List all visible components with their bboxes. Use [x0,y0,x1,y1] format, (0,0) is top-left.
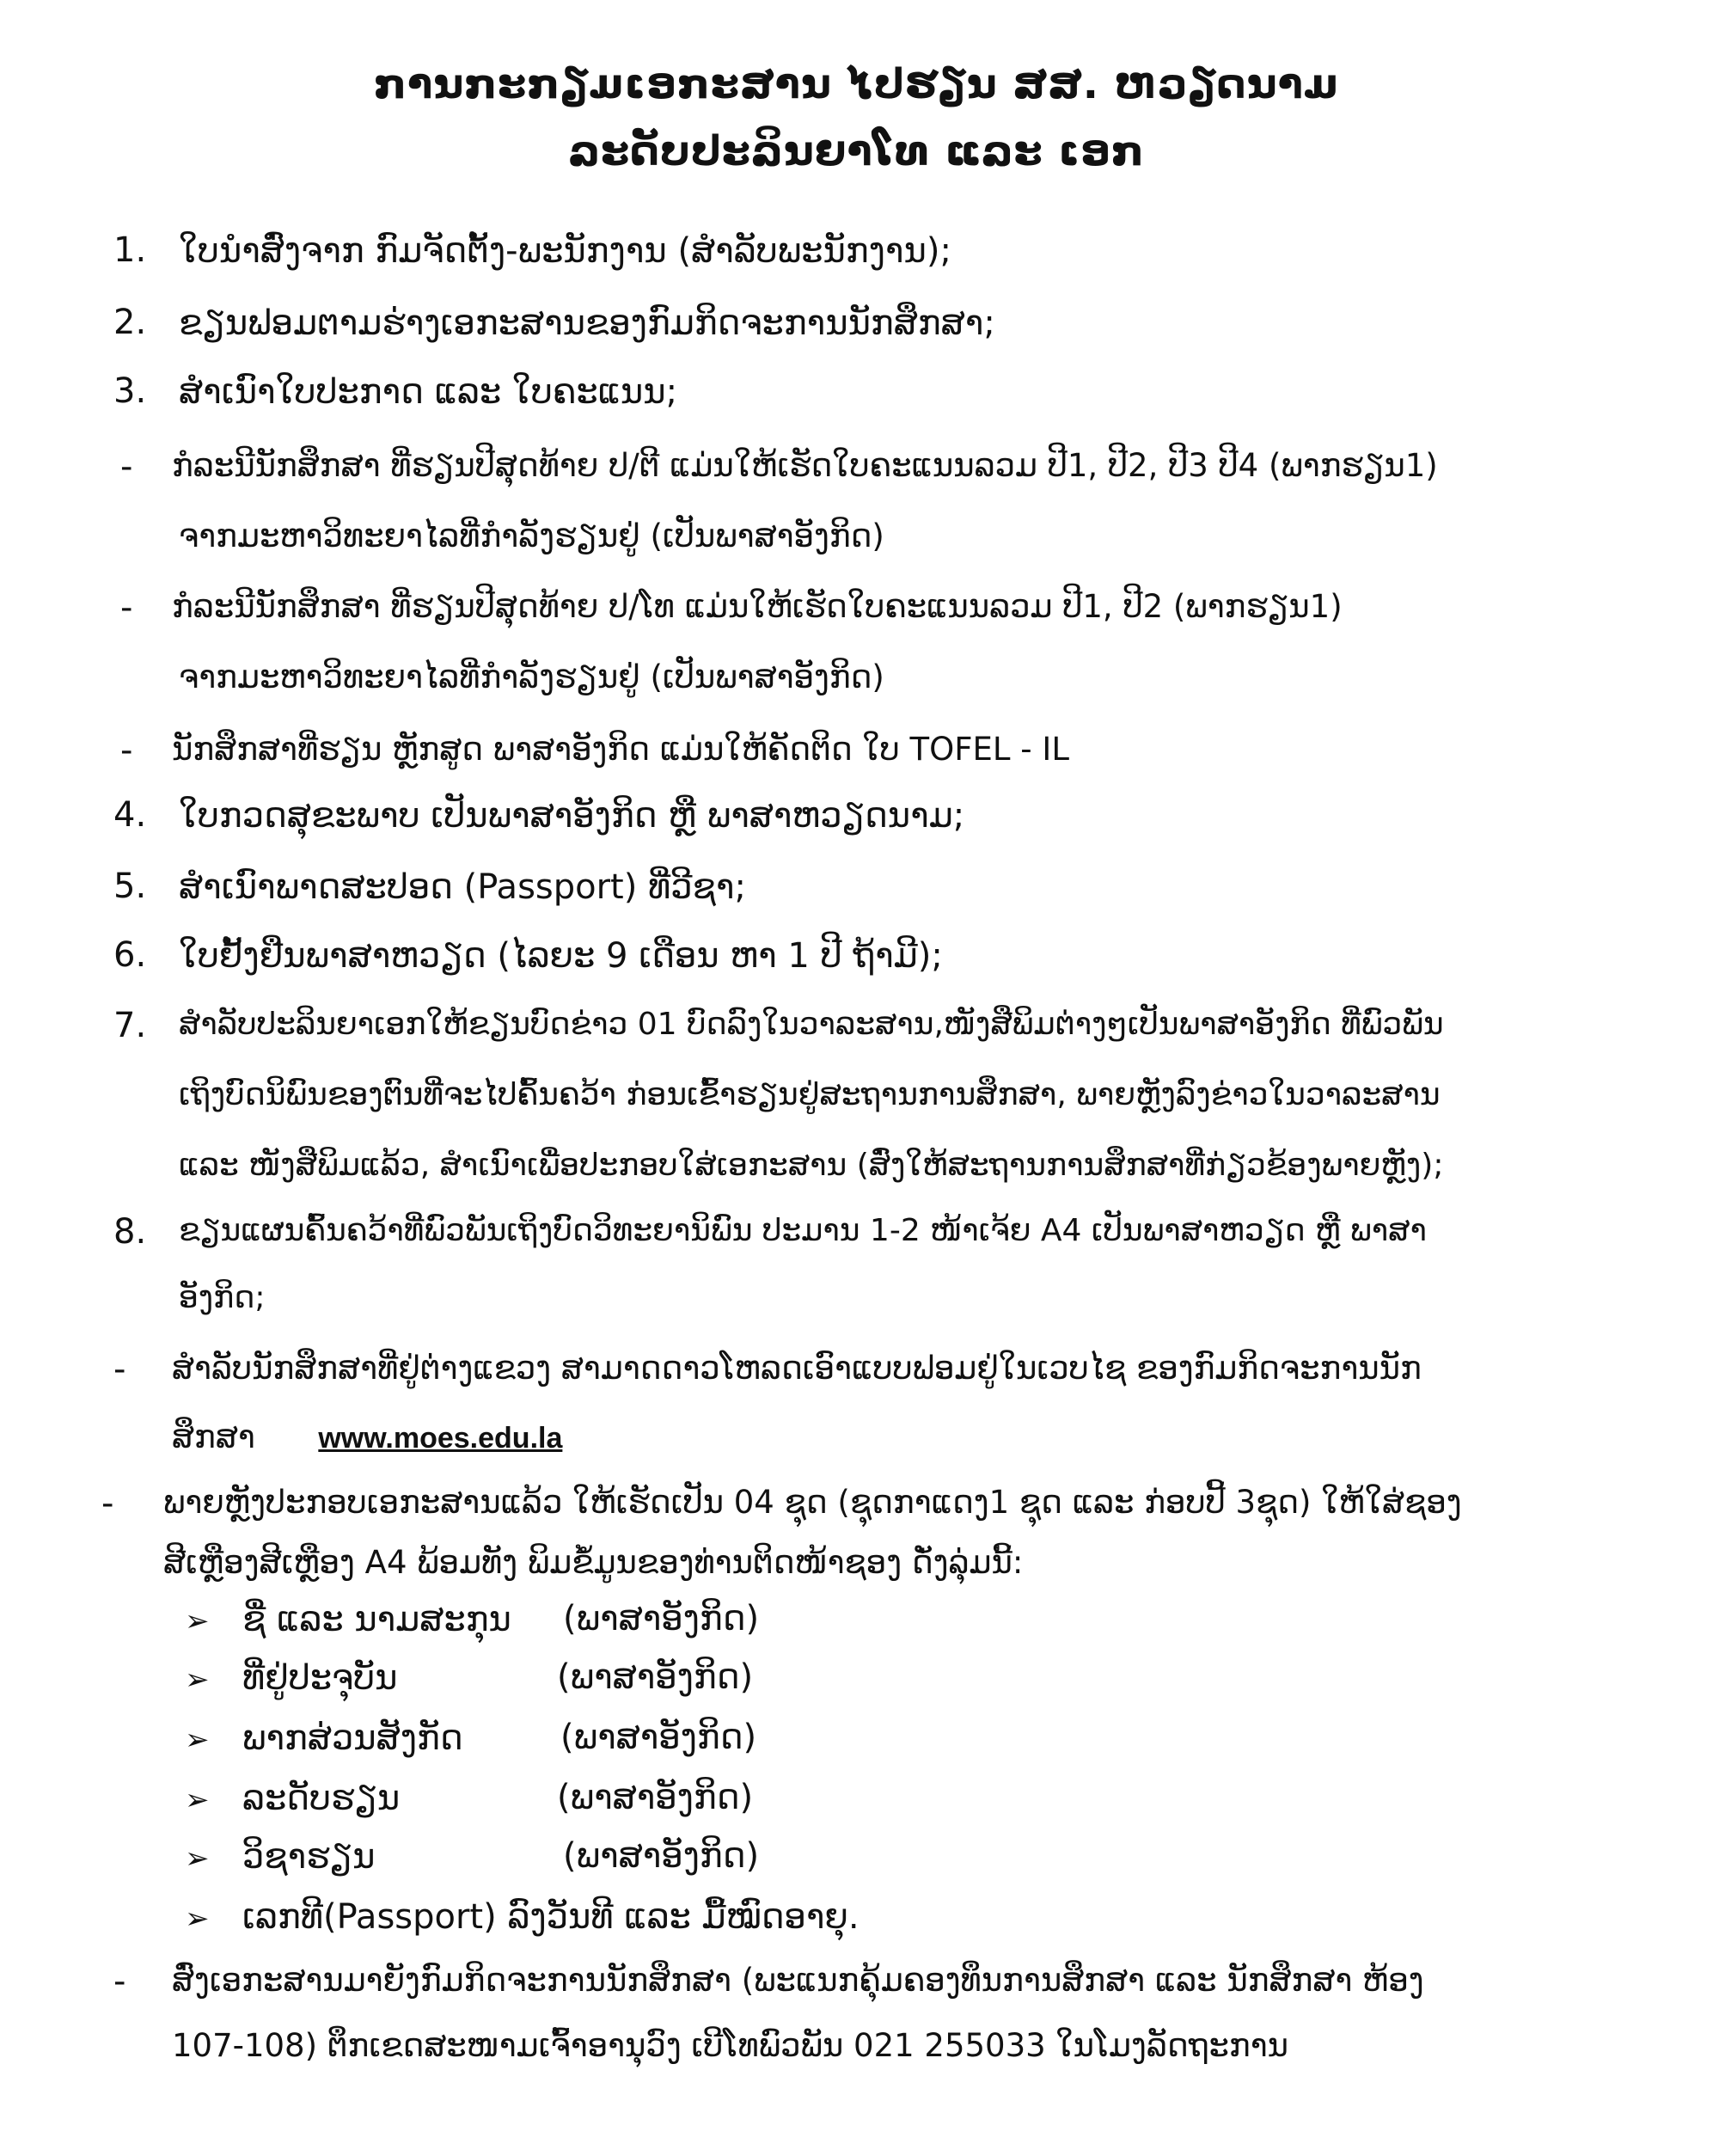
item-text: ຂຽນຟອມຕາມຮ່າງເອກະສານຂອງກົມກິດຈະການນັກສຶກສາ; [179,303,995,343]
sub-item-label: ຊື່ ແລະ ນາມສະກຸນ [242,1600,511,1639]
item-text: ໃບກວດສຸຂະພາບ ເປັນພາສາອັງກິດ ຫຼື ພາສາຫວຽດນາມ; [179,796,965,836]
item-text: ສຳເນົາພາດສະປອດ (Passport) ທີ່ວີຊາ; [179,867,746,907]
sub-item-label: ລະດັບຮຽນ [242,1779,401,1818]
item-text: ສຳເນົາໃບປະກາດ ແລະ ໃບຄະແນນ; [179,372,678,412]
item-text: ຂຽນແຜນຄົ້ນຄວ້າທີ່ພົວພັນເຖິງບົດວິທະຍານິພົນ ປະມານ 1-2 ໜ້າເຈ້ຍ A4 ເປັນພາສາຫວຽດ ຫຼື ພາສາ [179,1213,1427,1248]
item-number: 8. [113,1212,147,1252]
sub-item-note: (ພາສາອັງກິດ) [557,1657,754,1697]
item-text-continued: ເຖິງບົດນິພົນຂອງຕົນທີ່ຈະໄປຄົ້ນຄວ້າ ກ່ອນເຂົ້າຮຽນຢູ່ສະຖານການສຶກສາ, ພາຍຫຼັງລົງຂ່າວໃນວາລະສານ [179,1077,1441,1112]
item-number: 6. [113,935,147,975]
dash-marker: - [120,447,133,487]
page-title-line-2: ລະດັບປະລິນຍາໂທ ແລະ ເອກ [568,127,1145,175]
dash-marker: - [120,588,133,628]
sub-item-note: (ພາສາອັງກິດ) [557,1778,754,1817]
sub-item-label: ພາກສ່ວນສັງກັດ [242,1718,463,1758]
item-number: 5. [113,867,147,906]
arrow-bullet-icon: ➢ [185,1604,210,1638]
sub-item-note: (ພາສາອັງກິດ) [560,1718,757,1757]
item-number: 3. [113,371,147,411]
dash-marker: - [113,1350,126,1389]
arrow-bullet-icon: ➢ [185,1841,210,1876]
dash-marker: - [120,731,133,770]
item-text: ສົ່ງເອກະສານມາຍັງກົມກິດຈະການນັກສຶກສາ (ພະແນກຄຸ້ມຄອງທຶນການສຶກສາ ແລະ ນັກສຶກສາ ຫ້ອງ [172,1962,1424,1999]
item-text-continued: 107-108) ຕຶກເຂດສະໜາມເຈົ້າອານຸວົງ ເບີໂທພົວພັນ 021 255033 ໃນໂມງລັດຖະການ [172,2027,1289,2064]
item-text-continued: ຈາກມະຫາວິທະຍາໄລທີ່ກຳລັງຮຽນຢູ່ (ເປັນພາສາອັງກິດ) [179,658,884,695]
item-number: 2. [113,303,147,342]
sub-item-label: ເລກທີ(Passport) ລົງວັນທີ ແລະ ມື້ໝົດອາຍຸ. [242,1897,860,1937]
item-number: 1. [113,230,147,270]
item-text-continued: ສີເຫຼືອງສີເຫຼືອງ A4 ພ້ອມທັງ ພິມຂໍ້ມູນຂອງທ່ານຕິດໜ້າຊອງ ດັ່ງລຸ່ມນີ້: [163,1544,1024,1581]
page-title-line-1: ການກະກຽມເອກະສານ ໄປຮຽນ ສສ. ຫວຽດນາມ [374,60,1339,108]
dash-marker: - [101,1484,114,1523]
sub-item-note: (ພາສາອັງກິດ) [563,1599,760,1638]
item-number: 4. [113,795,147,835]
item-text: ໃບຢັ້ງຢືນພາສາຫວຽດ (ໄລຍະ 9 ເດືອນ ຫາ 1 ປີ ຖ້າມີ); [179,936,943,976]
sub-item-label: ທີ່ຢູ່ປະຈຸບັນ [242,1658,398,1698]
arrow-bullet-icon: ➢ [185,1902,210,1936]
item-text: ກໍລະນີນັກສຶກສາ ທີ່ຮຽນປີສຸດທ້າຍ ປ/ຕີ ແມ່ນໃຫ້ເຮັດໃບຄະແນນລວມ ປີ1, ປີ2, ປີ3 ປີ4 (ພາກຮຽນ1) [172,447,1438,484]
item-text-continued: ຈາກມະຫາວິທະຍາໄລທີ່ກຳລັງຮຽນຢູ່ (ເປັນພາສາອັງກິດ) [179,518,884,554]
item-text-continued [172,1418,562,1456]
item-text: ໃບນຳສົ່ງຈາກ ກົມຈັດຕັ້ງ-ພະນັກງານ (ສຳລັບພະນັກງານ); [179,231,951,271]
arrow-bullet-icon: ➢ [185,1663,210,1697]
item-text: ນັກສຶກສາທີ່ຮຽນ ຫຼັກສູດ ພາສາອັງກິດ ແມ່ນໃຫ້ຄັດຕິດ ໃບ TOFEL - IL [172,731,1069,768]
item-text: ສຳລັບນັກສຶກສາທີ່ຢູ່ຕ່າງແຂວງ ສາມາດດາວໂຫລດເອົາແບບຟອມຢູ່ໃນເວບໄຊ ຂອງກົມກິດຈະການນັກ [172,1350,1422,1387]
item-text: ສຳລັບປະລິນຍາເອກໃຫ້ຂຽນບົດຂ່າວ 01 ບົດລົງໃນວາລະສານ,ໜັງສືພິມຕ່າງໆເປັນພາສາອັງກິດ ທີ່ພົວພັນ [179,1007,1444,1042]
sub-item-label: ວິຊາຮຽນ [242,1837,376,1877]
item-text-fragment: ສຶກສາ [172,1418,255,1455]
arrow-bullet-icon: ➢ [185,1783,210,1817]
item-text-continued: ອັງກິດ; [179,1280,266,1315]
website-link[interactable]: www.moes.edu.la [318,1422,563,1455]
dash-marker: - [113,1962,126,2001]
arrow-bullet-icon: ➢ [185,1723,210,1757]
item-text: ກໍລະນີນັກສຶກສາ ທີ່ຮຽນປີສຸດທ້າຍ ປ/ໂທ ແມ່ນໃຫ້ເຮັດໃບຄະແນນລວມ ປີ1, ປີ2 (ພາກຮຽນ1) [172,588,1343,625]
item-number: 7. [113,1006,147,1045]
sub-item-note: (ພາສາອັງກິດ) [563,1836,760,1876]
item-text: ພາຍຫຼັງປະກອບເອກະສານແລ້ວ ໃຫ້ເຮັດເປັນ 04 ຊຸດ (ຊຸດກາແດງ1 ຊຸດ ແລະ ກ່ອບປີ້ 3ຊຸດ) ໃຫ້ໃສ່ຊອງ [163,1484,1462,1521]
item-text-continued: ແລະ ໜັງສືພິມແລ້ວ, ສຳເນົາເພື່ອປະກອບໃສ່ເອກະສານ (ສົ່ງໃຫ້ສະຖານການສຶກສາທີ່ກ່ຽວຂ້ອງພາຍຫຼັງ); [179,1148,1444,1183]
